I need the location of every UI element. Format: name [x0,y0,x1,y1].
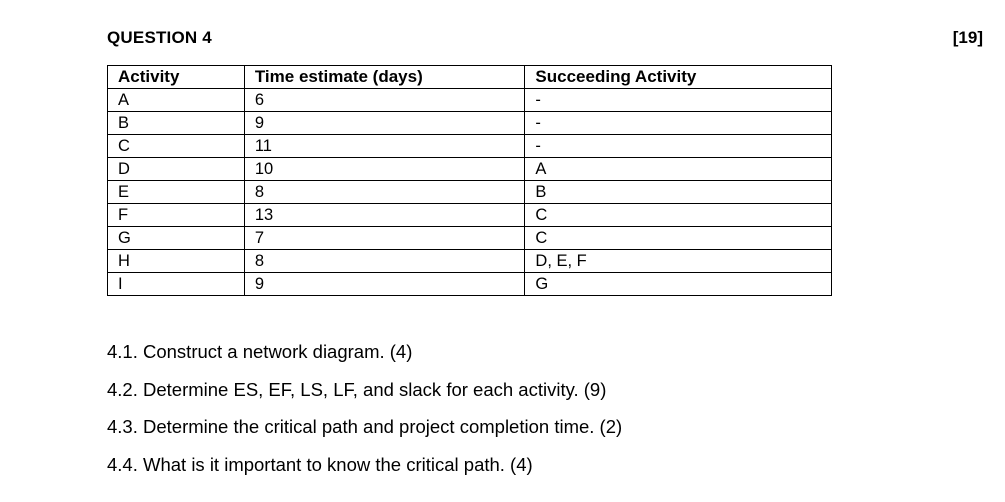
column-header-time-estimate: Time estimate (days) [244,66,525,89]
succeeding-activity-cell: - [525,135,832,158]
question-marks: [19] [952,28,983,47]
table-row [108,158,832,181]
column-header-succeeding-activity: Succeeding Activity [525,66,832,89]
table-row [108,135,832,158]
table-row [108,204,832,227]
succeeding-activity-cell: G [525,273,832,296]
activity-cell: H [108,250,245,273]
succeeding-activity-cell: C [525,204,832,227]
table-row [108,227,832,250]
time-estimate-cell: 8 [244,250,525,273]
sub-question-list [107,340,622,490]
question-title: QUESTION 4 [107,28,212,47]
table-row [108,112,832,135]
time-estimate-cell: 9 [244,112,525,135]
time-estimate-cell: 13 [244,204,525,227]
time-estimate-cell: 7 [244,227,525,250]
table-row [108,89,832,112]
time-estimate-cell: 6 [244,89,525,112]
time-estimate-cell: 9 [244,273,525,296]
activity-cell: B [108,112,245,135]
succeeding-activity-cell: C [525,227,832,250]
table-row [108,273,832,296]
time-estimate-cell: 8 [244,181,525,204]
succeeding-activity-cell: A [525,158,832,181]
time-estimate-cell: 10 [244,158,525,181]
table-row [108,250,832,273]
table-row [108,181,832,204]
succeeding-activity-cell: B [525,181,832,204]
activity-cell: A [108,89,245,112]
sub-question-4-3: 4.3. Determine the critical path and project completion time. (2) [107,416,623,437]
sub-question-4-2: 4.2. Determine ES, EF, LS, LF, and slack for each activity. (9) [107,378,607,400]
activity-cell: I [108,273,245,296]
sub-question-4-1: 4.1. Construct a network diagram. (4) [107,341,413,362]
activity-cell: F [108,204,245,227]
table-header-row [108,66,832,89]
sub-question-4-4: 4.4. What is it important to know the critical path. (4) [107,453,533,475]
time-estimate-cell: 11 [244,135,525,158]
column-header-activity: Activity [108,66,245,89]
activity-cell: C [108,135,245,158]
succeeding-activity-cell: - [525,112,832,135]
succeeding-activity-cell: D, E, F [525,250,832,273]
activity-cell: E [108,181,245,204]
activity-table [107,65,832,296]
activity-cell: G [108,227,245,250]
activity-cell: D [108,158,245,181]
succeeding-activity-cell: - [525,89,832,112]
